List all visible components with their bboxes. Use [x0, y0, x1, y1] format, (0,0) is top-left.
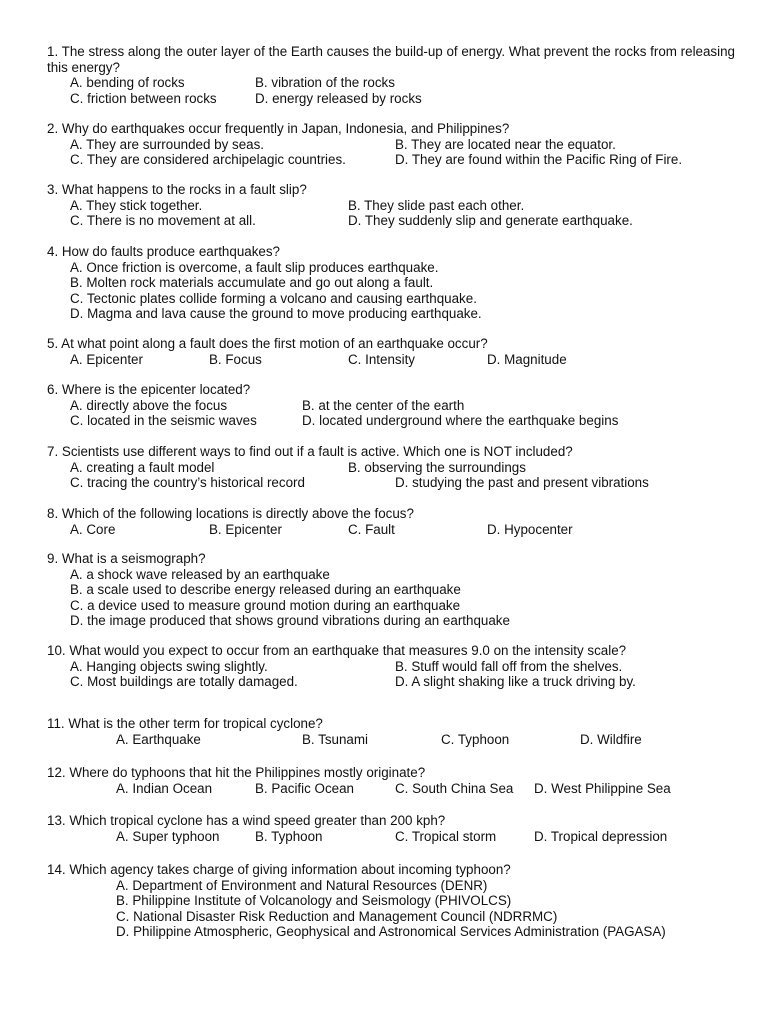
question-6: [47, 382, 737, 429]
option-b: B. Typhoon: [255, 828, 323, 844]
option-b: B. Molten rock materials accumulate and go out along a fault.: [70, 275, 434, 290]
option-b: B. Epicenter: [209, 521, 282, 537]
option-d: D. Tropical depression: [534, 828, 668, 844]
question-10: [47, 643, 737, 690]
option-row: [47, 413, 737, 429]
option-row: [47, 732, 737, 748]
option-b: B. vibration of the rocks: [255, 75, 395, 90]
option-c: C. Tectonic plates collide forming a volcano and causing earthquake.: [70, 290, 477, 306]
option-row: [47, 152, 737, 168]
option-row: [47, 674, 737, 690]
option-row: [47, 522, 737, 538]
option-d: D. Wildfire: [580, 731, 642, 747]
option-d: D. They are found within the Pacific Ring of Fire.: [395, 152, 683, 167]
option-b: B. Tsunami: [302, 731, 368, 747]
option-a: A. Super typhoon: [116, 828, 220, 844]
option-b: B. a scale used to describe energy released during an earthquake: [70, 582, 461, 597]
option-d: D. located underground where the earthquake begins: [302, 413, 619, 428]
option-row: [47, 91, 737, 107]
option-a: A. They are surrounded by seas.: [70, 136, 265, 152]
option-row: [47, 829, 737, 845]
question-stem: 1. The stress along the outer layer of the Earth causes the build-up of energy. What prevent the rocks from releasing this energy?: [47, 44, 739, 75]
question-13: [47, 813, 737, 844]
question-11: [47, 716, 737, 747]
option-row: [47, 198, 737, 214]
option-d: D. Philippine Atmospheric, Geophysical and Astronomical Services Administration (PAGASA): [116, 924, 666, 939]
option-a: A. Department of Environment and Natural Resources (DENR): [116, 877, 488, 893]
option-a: A. directly above the focus: [70, 397, 228, 413]
question-stem: 5. At what point along a fault does the first motion of an earthquake occur?: [47, 336, 488, 351]
option-d: D. Magma and lava cause the ground to move producing earthquake.: [70, 306, 482, 321]
option-row: [47, 475, 737, 491]
option-c: C. Intensity: [348, 351, 415, 367]
option-d: D. the image produced that shows ground vibrations during an earthquake: [70, 613, 510, 628]
option-c: C. National Disaster Risk Reduction and Management Council (NDRRMC): [116, 908, 558, 924]
option-c: C. Most buildings are totally damaged.: [70, 674, 298, 689]
option-c: C. friction between rocks: [70, 90, 217, 106]
option-b: B. Pacific Ocean: [255, 780, 354, 796]
option-c: C. They are considered archipelagic countries.: [70, 152, 346, 167]
option-b: B. Philippine Institute of Volcanology and Seismology (PHIVOLCS): [116, 893, 512, 908]
option-c: C. South China Sea: [395, 780, 514, 796]
question-5: [47, 336, 737, 367]
option-b: B. observing the surroundings: [348, 459, 526, 475]
option-c: C. Typhoon: [441, 731, 510, 747]
question-2: [47, 121, 737, 168]
question-9: [47, 551, 737, 629]
option-row: [47, 352, 737, 368]
option-a: A. Hanging objects swing slightly.: [70, 658, 268, 674]
option-d: D. energy released by rocks: [255, 90, 422, 106]
question-stem: 13. Which tropical cyclone has a wind speed greater than 200 kph?: [47, 813, 446, 828]
option-a: A. creating a fault model: [70, 459, 215, 475]
option-a: A. Earthquake: [116, 731, 201, 747]
question-3: [47, 182, 737, 229]
option-c: C. located in the seismic waves: [70, 413, 257, 428]
option-row: [47, 659, 737, 675]
option-a: A. Indian Ocean: [116, 780, 213, 796]
option-b: B. Stuff would fall off from the shelves.: [395, 658, 623, 674]
option-row: [47, 137, 737, 153]
option-a: A. Once friction is overcome, a fault slip produces earthquake.: [70, 259, 439, 275]
option-c: C. Tropical storm: [395, 828, 497, 844]
question-stem: 10. What would you expect to occur from an earthquake that measures 9.0 on the intensity scale?: [47, 643, 627, 658]
option-b: B. They slide past each other.: [348, 197, 525, 213]
option-d: D. A slight shaking like a truck driving by.: [395, 674, 636, 689]
question-stem: 14. Which agency takes charge of giving information about incoming typhoon?: [47, 862, 511, 877]
option-row: [47, 781, 737, 797]
question-1: [47, 44, 737, 106]
question-stem: 3. What happens to the rocks in a fault slip?: [47, 182, 307, 197]
option-b: B. They are located near the equator.: [395, 136, 616, 152]
question-stem: 9. What is a seismograph?: [47, 551, 206, 566]
question-8: [47, 506, 737, 537]
option-row: [47, 75, 737, 91]
option-d: D. Magnitude: [487, 351, 567, 367]
option-d: D. West Philippine Sea: [534, 780, 671, 796]
question-stem: 4. How do faults produce earthquakes?: [47, 244, 280, 259]
question-stem: 2. Why do earthquakes occur frequently in Japan, Indonesia, and Philippines?: [47, 121, 510, 136]
option-c: C. There is no movement at all.: [70, 213, 256, 228]
option-row: [47, 213, 737, 229]
option-c: C. Fault: [348, 521, 395, 537]
option-c: C. a device used to measure ground motion during an earthquake: [70, 597, 461, 613]
question-14: [47, 862, 737, 940]
option-d: D. They suddenly slip and generate earthquake.: [348, 213, 633, 228]
option-b: B. Focus: [209, 351, 262, 367]
option-a: A. They stick together.: [70, 197, 203, 213]
option-a: A. a shock wave released by an earthquake: [70, 566, 330, 582]
option-d: D. Hypocenter: [487, 521, 573, 537]
question-12: [47, 765, 737, 796]
option-row: [47, 460, 737, 476]
option-row: [47, 398, 737, 414]
option-a: A. Epicenter: [70, 351, 143, 367]
option-b: B. at the center of the earth: [302, 397, 465, 413]
question-stem: 6. Where is the epicenter located?: [47, 382, 251, 397]
option-a: A. Core: [70, 521, 116, 537]
question-stem: 7. Scientists use different ways to find out if a fault is active. Which one is NOT included?: [47, 444, 573, 459]
question-stem: 8. Which of the following locations is directly above the focus?: [47, 506, 414, 521]
option-d: D. studying the past and present vibrations: [395, 475, 649, 490]
question-4: [47, 244, 737, 322]
question-7: [47, 444, 737, 491]
question-stem: 12. Where do typhoons that hit the Philippines mostly originate?: [47, 765, 426, 780]
option-a: A. bending of rocks: [70, 75, 185, 90]
question-stem: 11. What is the other term for tropical cyclone?: [47, 716, 323, 731]
option-c: C. tracing the country’s historical record: [70, 475, 305, 490]
